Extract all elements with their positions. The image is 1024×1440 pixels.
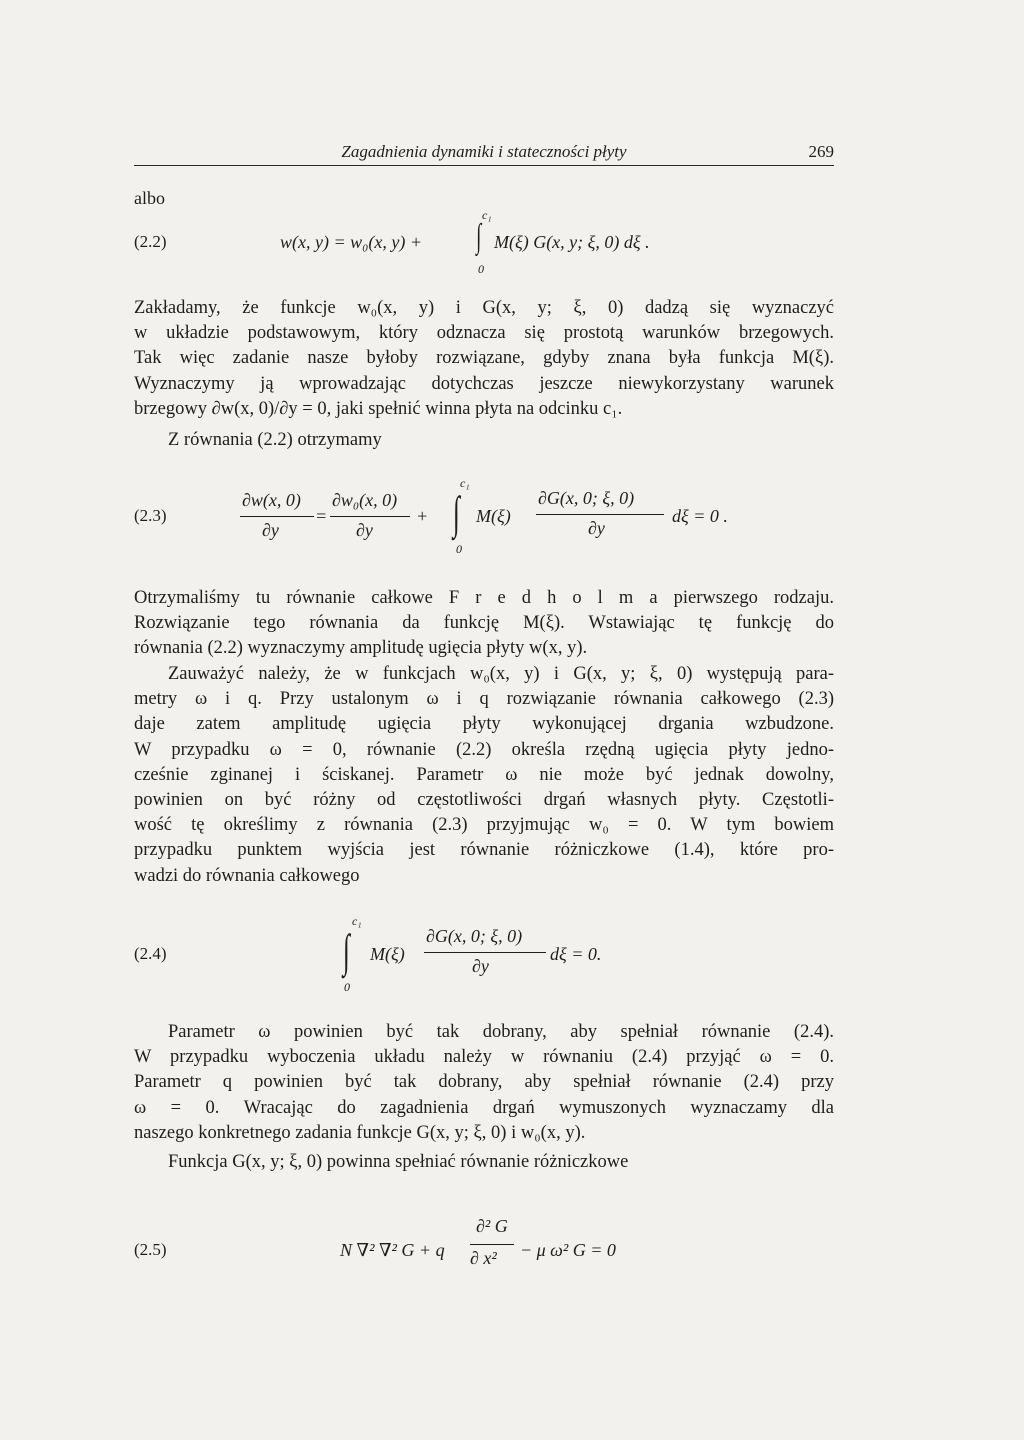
paragraph-line: w układzie podstawowym, który odznacza się prostotą warunków brzegowych.: [134, 323, 834, 344]
paragraph-line: Parametr ω powinien być tak dobrany, aby spełniał równanie (2.4).: [168, 1022, 834, 1042]
eq-2-4-den: ∂y: [472, 956, 489, 976]
text-albo: albo: [134, 188, 165, 208]
paragraph-line: powinien on być różny od częstotliwości drgań własnych płyty. Częstotli-: [134, 790, 834, 811]
eq-2-4-label: (2.4): [134, 944, 167, 963]
eq-2-4-integral-sign: ∫: [342, 925, 350, 976]
eq-2-4-m: M(ξ): [370, 944, 405, 964]
eq-2-3-upper-limit: c₁: [460, 476, 470, 490]
eq-2-3-den3: ∂y: [588, 518, 605, 538]
eq-2-5-den: ∂ x²: [470, 1248, 497, 1268]
paragraph-line: cześnie zginanej i ściskanej. Parametr ω nie może być jednak dowolny,: [134, 764, 834, 785]
eq-2-3-num2: ∂w₀(x, 0): [332, 490, 398, 510]
page-header: [134, 140, 834, 164]
paragraph-4: [134, 662, 834, 889]
paragraph-line: brzegowy ∂w(x, 0)/∂y = 0, jaki spełnić winna płyta na odcinku c₁.: [134, 398, 623, 419]
paragraph-5: [134, 1020, 834, 1146]
paragraph-line: ω = 0. Wracając do zagadnienia drgań wymuszonych wyznaczamy dla: [134, 1097, 834, 1118]
eq-2-3-den1: ∂y: [262, 520, 279, 540]
paragraph-line: Rozwiązanie tego równania da funkcję M(ξ). Wstawiając tę funkcję do: [134, 613, 834, 634]
paragraph-line: metry ω i q. Przy ustalonym ω i q rozwiązanie równania całkowego (2.3): [134, 689, 834, 710]
eq-2-3-label: (2.3): [134, 506, 167, 525]
paragraph-line: Z równania (2.2) otrzymamy: [168, 430, 382, 450]
eq-2-3-num1: ∂w(x, 0): [242, 490, 301, 510]
eq-2-5-rhs: − μ ω² G = 0: [520, 1240, 616, 1260]
paragraph-line: wość tę określimy z równania (2.3) przyjmując w₀ = 0. W tym bowiem: [134, 815, 834, 836]
paragraph-line: przypadku punktem wyjścia jest równanie różniczkowe (1.4), które pro-: [134, 840, 834, 861]
eq-2-2-integral-sign: ∫: [476, 218, 482, 255]
eq-2-4-num: ∂G(x, 0; ξ, 0): [426, 926, 523, 946]
eq-2-5-frac-line: [470, 1244, 514, 1245]
eq-2-4-tail: dξ = 0.: [550, 944, 602, 964]
paragraph-line: Zauważyć należy, że w funkcjach w₀(x, y) i G(x, y; ξ, 0) występują para-: [168, 664, 834, 684]
eq-2-2-integrand: M(ξ) G(x, y; ξ, 0) dξ .: [494, 232, 650, 252]
eq-2-2-upper-limit: c₁: [482, 208, 492, 222]
paragraph-line: Parametr q powinien być tak dobrany, aby spełniał równanie (2.4) przy: [134, 1072, 834, 1093]
paragraph-2: [134, 428, 834, 453]
eq-2-3-plus: +: [416, 506, 429, 526]
eq-2-4-lower-limit: 0: [344, 980, 350, 994]
eq-2-3-frac2-line: [330, 516, 410, 517]
paragraph-6: [134, 1150, 834, 1175]
eq-2-3-frac3-line: [536, 514, 664, 515]
eq-2-3-num3: ∂G(x, 0; ξ, 0): [538, 488, 635, 508]
eq-2-2-lower-limit: 0: [478, 262, 484, 276]
page-number: 269: [808, 142, 834, 161]
paragraph-1: [134, 296, 834, 422]
eq-2-3-m: M(ξ): [476, 506, 511, 526]
eq-2-2-lhs: w(x, y) = w₀(x, y) +: [280, 232, 422, 252]
paragraph-line: równania (2.2) wyznaczymy amplitudę ugięcia płyty w(x, y).: [134, 638, 588, 659]
eq-2-5-lhs: N ∇² ∇² G + q: [340, 1240, 445, 1260]
paragraph-line: naszego konkretnego zadania funkcje G(x, y; ξ, 0) i w₀(x, y).: [134, 1122, 586, 1143]
paragraph-3: [134, 586, 834, 662]
paragraph-line: W przypadku ω = 0, równanie (2.2) określa rzędną ugięcia płyty jedno-: [134, 739, 834, 760]
eq-2-5-num: ∂² G: [476, 1216, 508, 1236]
paragraph-line: Otrzymaliśmy tu równanie całkowe F r e d h o l m a pierwszego rodzaju.: [134, 588, 834, 608]
eq-2-5-label: (2.5): [134, 1240, 167, 1259]
paragraph-line: Zakładamy, że funkcje w₀(x, y) i G(x, y; ξ, 0) dadzą się wyznaczyć: [134, 298, 834, 318]
eq-2-4-upper-limit: c₁: [352, 914, 362, 928]
eq-2-3-den2: ∂y: [356, 520, 373, 540]
header-rule: [134, 165, 834, 166]
paragraph-line: Funkcja G(x, y; ξ, 0) powinna spełniać równanie różniczkowe: [168, 1152, 629, 1172]
eq-2-3-integral-sign: ∫: [452, 487, 460, 538]
paragraph-line: wadzi do równania całkowego: [134, 865, 360, 886]
paragraph-line: daje zatem amplitudę ugięcia płyty wykonującej drgania wzbudzone.: [134, 714, 834, 735]
eq-2-3-tail: dξ = 0 .: [672, 506, 728, 526]
running-title: Zagadnienia dynamiki i stateczności płyty: [341, 142, 627, 161]
paragraph-line: Wyznaczymy ją wprowadzając dotychczas jeszcze niewykorzystany warunek: [134, 373, 834, 394]
eq-2-4-frac-line: [424, 952, 546, 953]
eq-2-2-label: (2.2): [134, 232, 167, 251]
eq-2-3-equals: =: [315, 506, 328, 526]
eq-2-3-frac1-line: [240, 516, 314, 517]
paragraph-line: W przypadku wyboczenia układu należy w równaniu (2.4) przyjąć ω = 0.: [134, 1047, 834, 1068]
paragraph-line: Tak więc zadanie nasze byłoby rozwiązane, gdyby znana była funkcja M(ξ).: [134, 348, 834, 369]
eq-2-3-lower-limit: 0: [456, 542, 462, 556]
